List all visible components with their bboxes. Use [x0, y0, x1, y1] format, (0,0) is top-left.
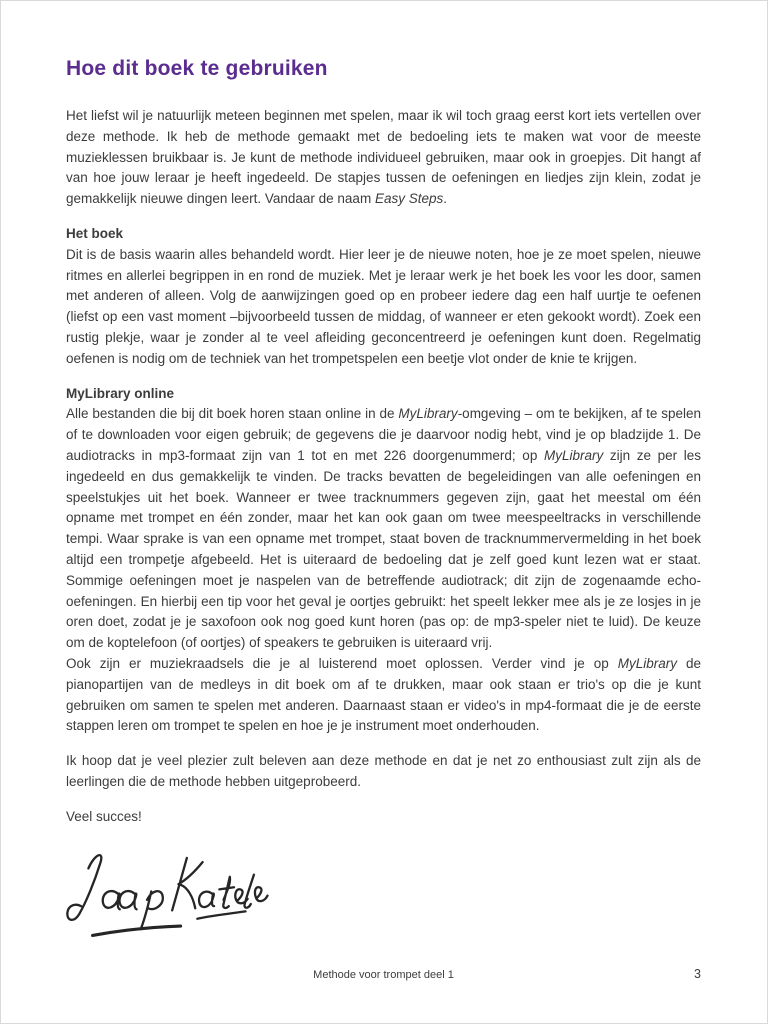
mylibrary-paragraph-2: Ook zijn er muziekraadsels die je al luisterend moet oplossen. Verder vind je op MyLibrary de pianopartijen van de medleys in dit boek om af te drukken, maar ook staan er trio's op die je kunt gebruiken om samen te spelen met anderen. Daarnaast staan er video's in mp4-formaat die je de eerste stappen leren om trompet te spelen en hoe je je instrument moet onderhouden. [66, 655, 701, 734]
page-content [66, 57, 701, 828]
footer-book-title: Methode voor trompet deel 1 [313, 969, 454, 981]
closing-paragraph: Ik hoop dat je veel plezier zult beleven aan deze methode en dat je net zo enthousiast zult zijn als de leerlingen die de methode hebben uitgeprobeerd. [66, 753, 701, 789]
het-boek-paragraph: Dit is de basis waarin alles behandeld wordt. Hier leer je de nieuwe noten, hoe je ze moet spelen, nieuwe ritmes en allerlei begrippen in en rond de muziek. Met je leraar werk je het boek les voor les door, samen met anderen of alleen. Volg de aanwijzingen goed op en probeer iedere dag een half uurtje te oefenen (liefst op een vast moment –bijvoorbeeld tussen de middag, of wanneer er eten gekookt wordt). Zoek een rustig plekje, waar je zonder al te veel afleiding geconcentreerd je oefeningen kunt doen. Regelmatig oefenen is nodig om de techniek van het trompetspelen een beetje vlot onder de knie te krijgen. [66, 246, 701, 366]
farewell-text: Veel succes! [66, 808, 142, 824]
signature-handwriting-icon [63, 837, 273, 947]
mylibrary-heading: MyLibrary online [66, 385, 175, 401]
page-footer [66, 969, 701, 981]
signature [63, 837, 273, 947]
het-boek-heading: Het boek [66, 225, 124, 241]
intro-paragraph: Het liefst wil je natuurlijk meteen beginnen met spelen, maar ik wil toch graag eerst kort iets vertellen over deze methode. Ik heb de methode gemaakt met de bedoeling iets te maken wat voor de meeste muzieklessen bruikbaar is. Je kunt de methode individueel gebruiken, maar ook in groepjes. Dit hangt af van hoe jouw leraar je heeft ingedeeld. De stapjes tussen de oefeningen en liedjes zijn klein, zodat je gemakkelijk nieuwe dingen leert. Vandaar de naam Easy Steps. [66, 108, 701, 207]
footer-page-number: 3 [694, 967, 701, 981]
page-title: Hoe dit boek te gebruiken [66, 57, 328, 80]
mylibrary-paragraph-1: Alle bestanden die bij dit boek horen staan online in de MyLibrary-omgeving – om te bekijken, af te spelen of te downloaden voor eigen gebruik; de gegevens die je daarvoor nodig hebt, vind je op bladzijde 1. De audiotracks in mp3-formaat zijn van 1 tot en met 226 doorgenummerd; op MyLibrary zijn ze per les ingedeeld en dus gemakkelijk te vinden. De tracks bevatten de begeleidingen van alle oefeningen en speelstukjes uit het boek. Wanneer er twee tracknummers gegeven zijn, gaat het meestal om één opname met trompet en één zonder, maar het kan ook gaan om twee meespeeltracks in verschillende tempi. Waar sprake is van een opname met trompet, staat boven de tracknummervermelding in het boek altijd een trompetje afgebeeld. Het is uiteraard de bedoeling dat je zelf goed kunt lezen wat er staat. Sommige oefeningen moet je naspelen van de betreffende audiotrack; dit zijn de zogenaamde echo-oefeningen. En hierbij een tip voor het geval je oortjes gebruikt: het speelt lekker mee als je ze losjes in je oren doet, zodat je je saxofoon ook nog goed kunt horen (pas op: de mp3-speler niet te luid). De keuze om de koptelefoon (of oortjes) of speakers te gebruiken is uiteraard vrij. [66, 406, 701, 651]
